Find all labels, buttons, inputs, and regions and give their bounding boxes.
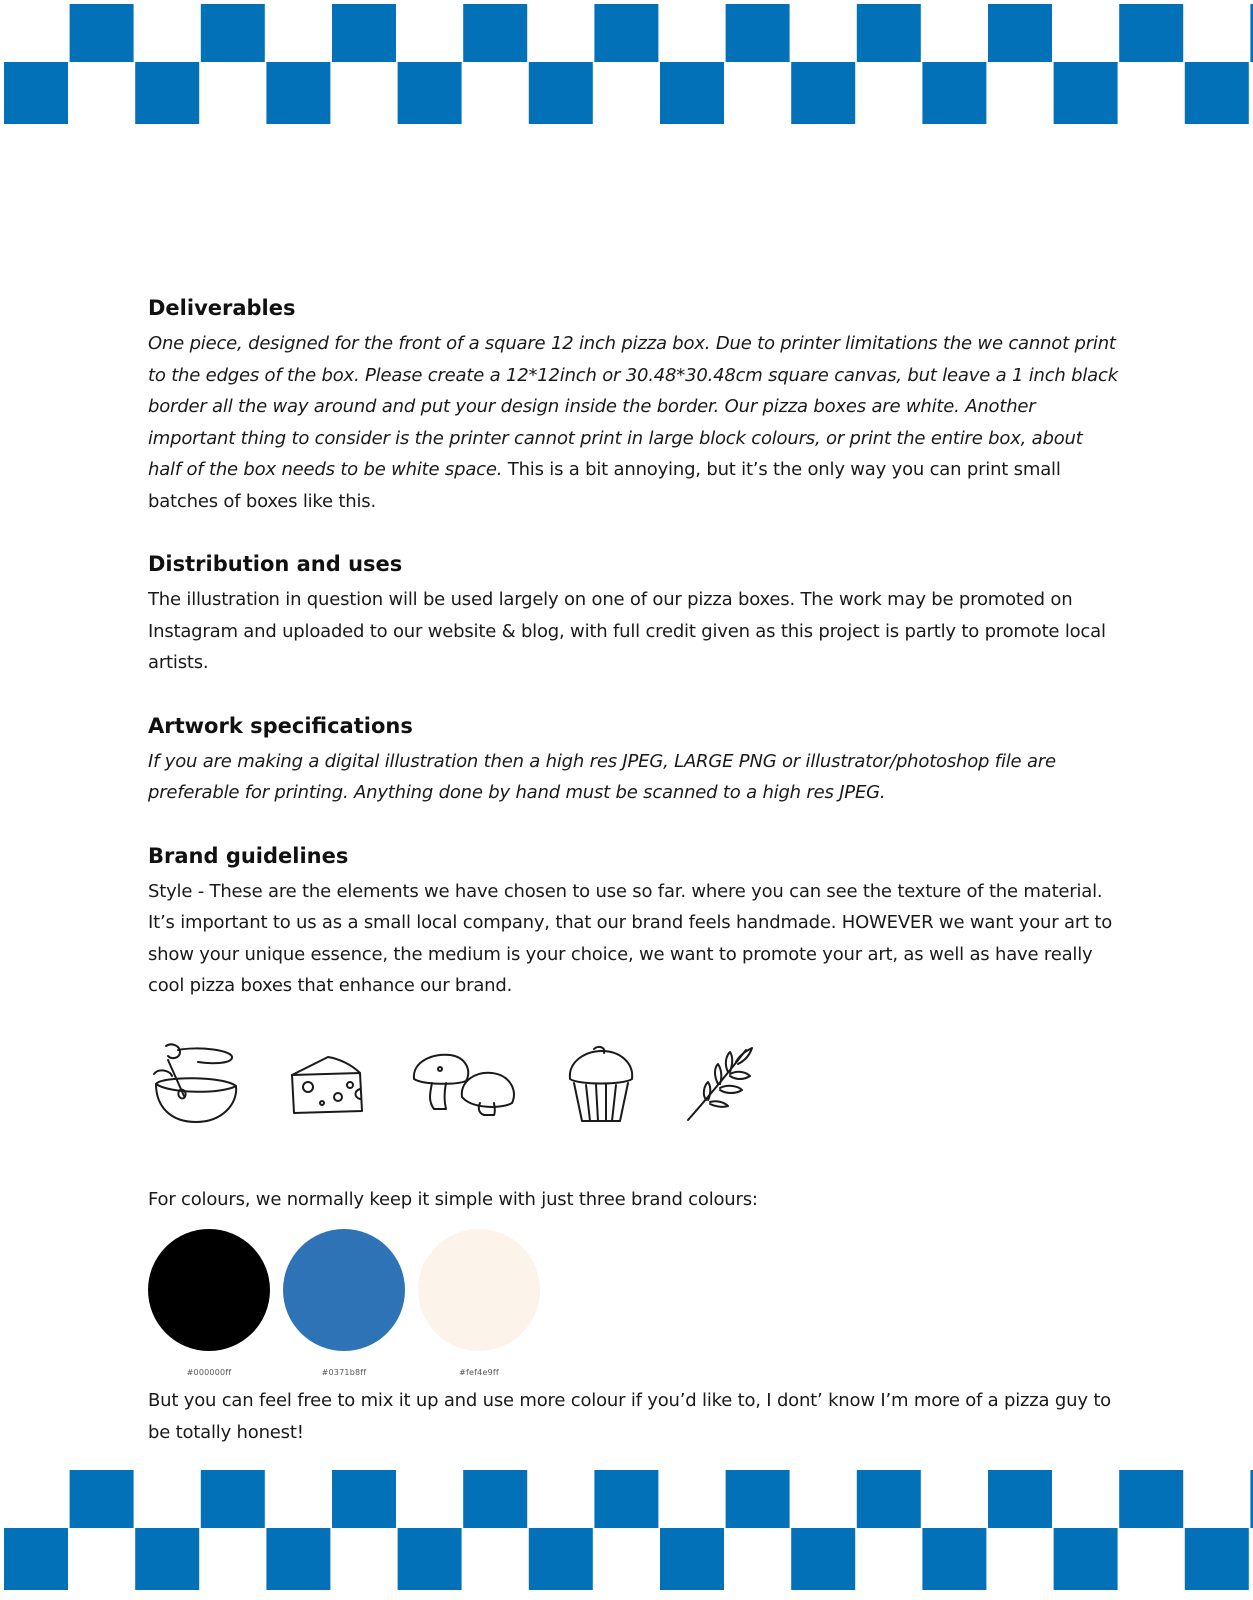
checker-square: [1119, 4, 1183, 62]
checker-square: [1185, 1528, 1249, 1590]
checker-square: [660, 62, 724, 124]
swatch-code-cream: #fef4e9ff: [459, 1368, 499, 1377]
checker-square: [857, 1470, 921, 1528]
checker-square: [398, 1528, 462, 1590]
checker-square: [1054, 1528, 1118, 1590]
checker-square: [529, 1528, 593, 1590]
checker-square: [988, 1470, 1052, 1528]
checker-square: [398, 62, 462, 124]
checker-square: [922, 62, 986, 124]
checker-square: [266, 1528, 330, 1590]
brand-text: Style - These are the elements we have chosen to use so far. where you can see the texture of the material. It’s important to us as a small local company, that our brand feels handmade. HOWEVER we want your art to show your unique essence, the medium is your choice, we want to promote your art, as well as have really cool pizza boxes that enhance our brand.: [148, 880, 1113, 996]
swatch-blue: [283, 1229, 405, 1377]
deliverables-italic-text: One piece, designed for the front of a square 12 inch pizza box. Due to printer limitations the we cannot print to the edges of the box. Please create a 12*12inch or 30.48*30.48cm square canvas, but leave a 1 inch black border all the way around and put your design inside the border. Our pizza boxes are white. Another important thing to consider is the printer cannot print in large block colours, or print the entire box, about half of the box needs to be white space.: [148, 333, 1118, 480]
checker-square: [201, 1470, 265, 1528]
swatch-circle-blue: [283, 1229, 405, 1351]
herb-icon: [684, 1044, 758, 1124]
checker-square: [135, 62, 199, 124]
checker-square: [463, 1470, 527, 1528]
deliverables-text: [148, 328, 1120, 517]
checker-square: [135, 1528, 199, 1590]
artwork-heading: Artwork specifications: [148, 713, 413, 738]
swatch-circle-cream: [418, 1229, 540, 1351]
checker-square: [1119, 1470, 1183, 1528]
checker-square: [726, 4, 790, 62]
artwork-section: [148, 710, 1120, 809]
brand-icons-row: [150, 1034, 1120, 1134]
checker-square: [201, 4, 265, 62]
checker-square: [529, 62, 593, 124]
top-checker-border: [0, 0, 1253, 128]
brand-heading: Brand guidelines: [148, 843, 349, 868]
colour-swatches: [148, 1229, 1120, 1377]
checker-square: [266, 62, 330, 124]
checker-square: [4, 1528, 68, 1590]
brand-section: [148, 840, 1120, 1002]
distribution-section: [148, 548, 1120, 679]
deliverables-heading: Deliverables: [148, 296, 296, 320]
distribution-heading: Distribution and uses: [148, 552, 403, 576]
cheese-icon: [288, 1053, 364, 1115]
checker-square: [4, 62, 68, 124]
cupcake-icon: [564, 1043, 638, 1125]
checker-square: [791, 1528, 855, 1590]
distribution-text: The illustration in question will be used largely on one of our pizza boxes. The work may be promoted on Instagram and uploaded to our website & blog, with full credit given as this project is partly to promote local artists.: [148, 589, 1106, 673]
checker-square: [1054, 62, 1118, 124]
checker-square: [660, 1528, 724, 1590]
checker-square: [463, 4, 527, 62]
bottom-checker-border: [0, 1466, 1253, 1594]
checker-square: [791, 62, 855, 124]
closing-text: But you can feel free to mix it up and use more colour if you’d like to, I dont’ know I’m more of a pizza guy to be totally honest!: [148, 1390, 1111, 1443]
mushroom-icon: [410, 1051, 518, 1117]
checker-square: [70, 4, 134, 62]
checker-square: [70, 1470, 134, 1528]
deliverables-regular-text: This is a bit annoying, but it’s the only way you can print small batches of boxes like this.: [148, 459, 1061, 512]
swatch-black: [148, 1229, 270, 1377]
swatch-circle-black: [148, 1229, 270, 1351]
swatch-cream: [418, 1229, 540, 1377]
swatch-code-black: #000000ff: [186, 1368, 232, 1377]
checker-square: [857, 4, 921, 62]
colours-intro-text: For colours, we normally keep it simple with just three brand colours:: [148, 1188, 758, 1210]
checker-square: [332, 4, 396, 62]
checker-square: [988, 4, 1052, 62]
checker-square: [594, 1470, 658, 1528]
document-body: [148, 292, 1120, 1448]
checker-square: [922, 1528, 986, 1590]
checker-square: [1185, 62, 1249, 124]
artwork-text: If you are making a digital illustration then a high res JPEG, LARGE PNG or illustrator/photoshop file are preferable for printing. Anything done by hand must be scanned to a high res JPEG.: [148, 750, 1056, 803]
deliverables-section: [148, 292, 1120, 517]
checker-square: [594, 4, 658, 62]
bowl-icon: [150, 1038, 242, 1130]
checker-square: [332, 1470, 396, 1528]
checker-square: [726, 1470, 790, 1528]
swatch-code-blue: #0371b8ff: [321, 1368, 367, 1377]
